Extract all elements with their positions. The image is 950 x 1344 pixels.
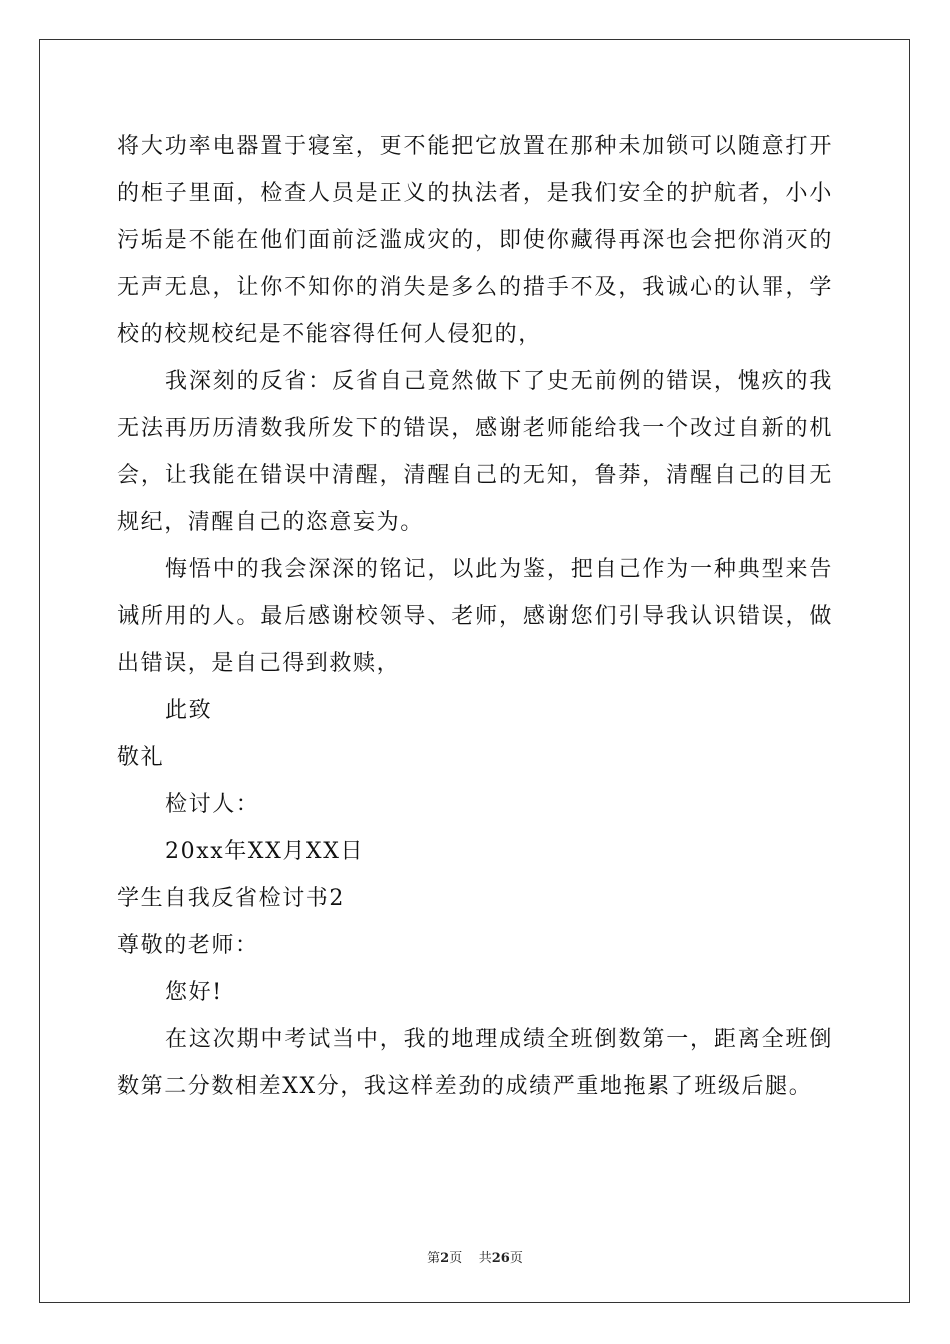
closing-salutation: 此致 [165, 698, 213, 723]
page-prefix: 第 [427, 1251, 441, 1266]
closing-regards: 敬礼 [117, 745, 165, 770]
paragraph: 将大功率电器置于寝室，更不能把它放置在那种未加锁可以随意打开的柜子里面，检查人员是正义的执法者，是我们安全的护航者，小小污垢是不能在他们面前泛滥成灾的，即使你藏得再深也会把你消灭的无声无息，让你不知你的消失是多么的措手不及，我诚心的认罪，学校的校规校纪是不能容得任何人侵犯的， [117, 134, 833, 347]
document-body [117, 123, 833, 1110]
total-pages: 26 [491, 1251, 510, 1266]
paragraph: 在这次期中考试当中，我的地理成绩全班倒数第一，距离全班倒数第二分数相差XX分，我这样差劲的成绩严重地拖累了班级后腿。 [117, 1027, 833, 1099]
paragraph: 我深刻的反省：反省自己竟然做下了史无前例的错误，愧疚的我无法再历历清数我所发下的错误，感谢老师能给我一个改过自新的机会，让我能在错误中清醒，清醒自己的无知，鲁莽，清醒自己的目无规纪，清醒自己的恣意妄为。 [117, 369, 833, 535]
date-line: 20xx年XX月XX日 [165, 839, 365, 864]
greeting: 您好! [165, 980, 223, 1005]
page-footer [0, 1247, 950, 1266]
page-suffix: 页 [449, 1251, 463, 1266]
page-number: 2 [440, 1251, 450, 1266]
signature-label: 检讨人： [165, 792, 260, 817]
paragraph: 悔悟中的我会深深的铭记，以此为鉴，把自己作为一种典型来告诫所用的人。最后感谢校领导、老师，感谢您们引导我认识错误，做出错误，是自己得到救赎， [117, 557, 833, 676]
section-title: 学生自我反省检讨书2 [117, 886, 345, 911]
greeting-addressee: 尊敬的老师： [117, 933, 259, 958]
total-suffix: 页 [509, 1251, 523, 1266]
total-prefix: 共 [478, 1251, 492, 1266]
